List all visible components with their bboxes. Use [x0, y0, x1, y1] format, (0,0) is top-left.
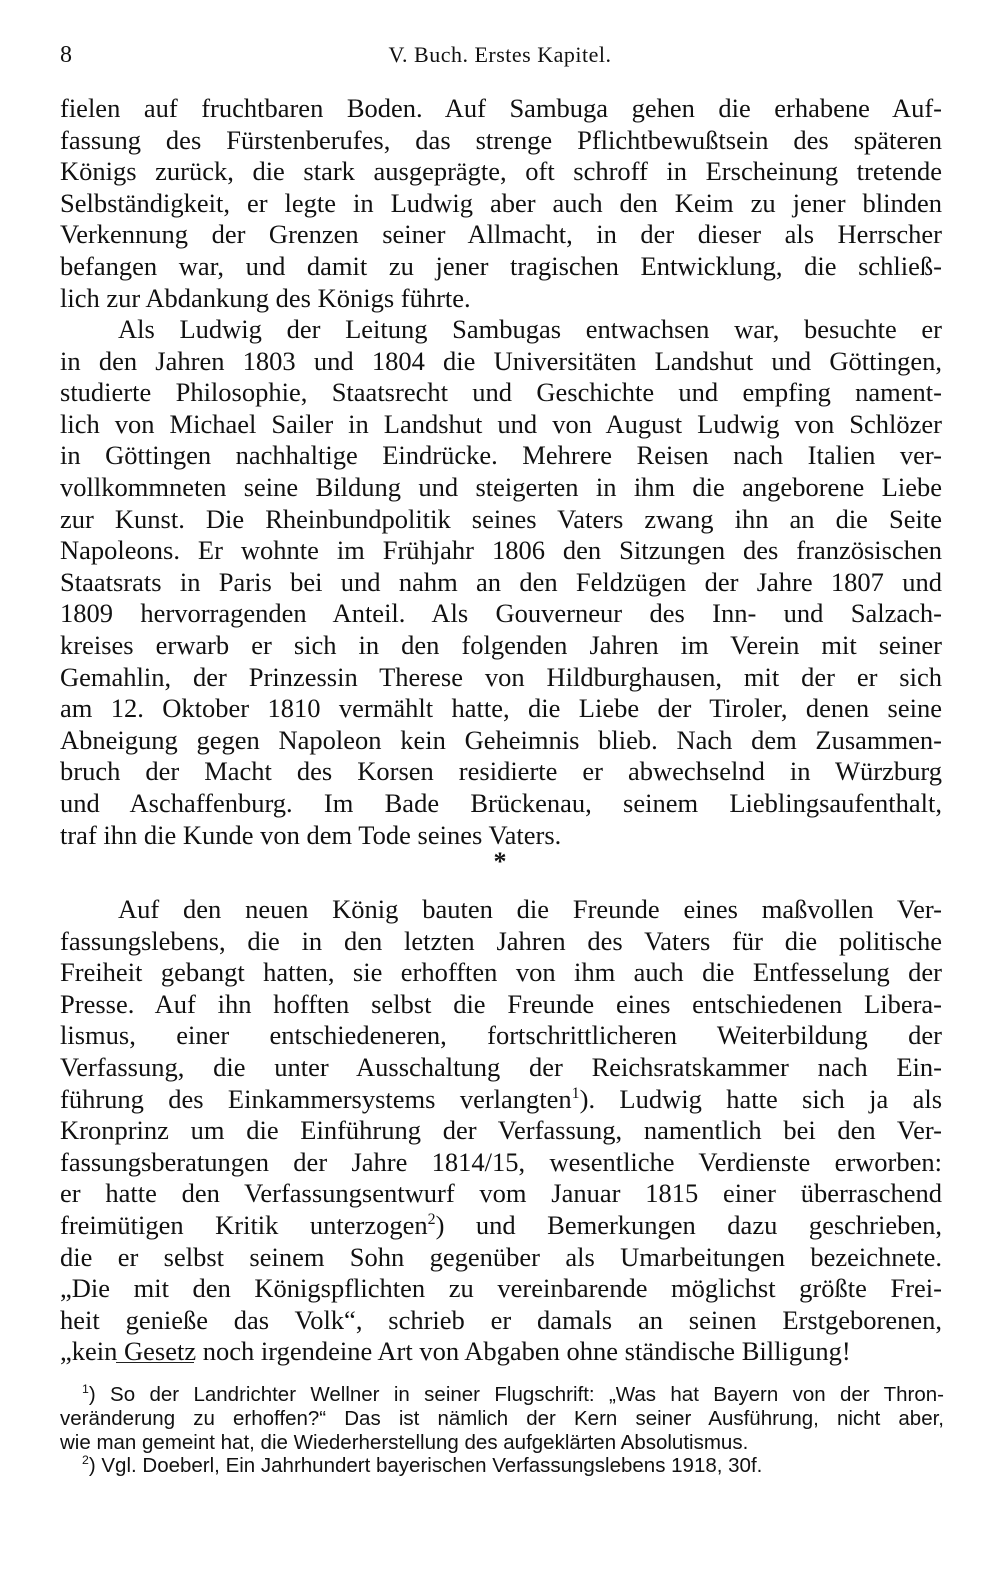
text-line: studierte Philosophie, Staatsrecht und Geschichte und empfing nament- [60, 377, 942, 408]
text-line: und Aschaffenburg. Im Bade Brückenau, seinem Lieblingsaufenthalt, [60, 787, 942, 818]
text-line: er hatte den Verfassungsentwurf vom Januar 1815 einer überraschend [60, 1178, 942, 1209]
paragraph-2 [60, 314, 942, 851]
footnote-line: veränderung zu erhoffen?“ Das ist nämlich der Kern seiner Ausführung, nicht aber, [60, 1406, 944, 1430]
text-line: lich von Michael Sailer in Landshut und von August Ludwig von Schlözer [60, 408, 942, 439]
section-ornament: * [493, 847, 507, 876]
text-line: Verfassung, die unter Ausschaltung der Reichsratskammer nach Ein- [60, 1051, 942, 1082]
text-line: Verkennung der Grenzen seiner Allmacht, in der dieser als Herrscher [60, 219, 942, 250]
text-line: Königs zurück, die stark ausgeprägte, oft schroff in Erscheinung tretende [60, 156, 942, 187]
text-line: Kronprinz um die Einführung der Verfassung, namentlich bei den Ver- [60, 1115, 942, 1146]
footnote-mark-2: 2 [82, 1453, 89, 1468]
text-line: lich zur Abdankung des Königs führte. [60, 282, 471, 313]
footnote-2 [60, 1454, 944, 1478]
footnote-line: wie man gemeint hat, die Wiederherstellung des aufgeklärten Absolutismus. [60, 1430, 749, 1454]
text-line: in Göttingen nachhaltige Eindrücke. Mehrere Reisen nach Italien ver- [60, 440, 942, 471]
page-number: 8 [60, 42, 72, 68]
text-segment: führung des Einkammersystems verlangten [60, 1083, 572, 1114]
text-line: am 12. Oktober 1810 vermählt hatte, die Liebe der Tiroler, denen seine [60, 693, 942, 724]
paragraph-1 [60, 93, 942, 314]
text-line: „kein Gesetz noch irgendeine Art von Abgaben ohne ständische Billigung! [60, 1336, 851, 1367]
running-head: V. Buch. Erstes Kapitel. [388, 42, 612, 67]
text-line: vollkommneten seine Bildung und steigerten in ihm die angeborene Liebe [60, 471, 942, 502]
text-segment: ). Ludwig hatte sich ja als [579, 1083, 943, 1114]
text-line: Als Ludwig der Leitung Sambugas entwachsen war, besuchte er [118, 314, 942, 344]
text-line: traf ihn die Kunde von dem Tode seines Vaters. [60, 819, 562, 850]
footnote-text: ) So der Landrichter Wellner in seiner Flugschrift: „Was hat Bayern von der Thron- [88, 1383, 944, 1406]
text-line: Auf den neuen König bauten die Freunde eines maßvollen Ver- [118, 894, 942, 924]
text-line: Gemahlin, der Prinzessin Therese von Hildburghausen, mit der er sich [60, 661, 942, 692]
footnote-text: ) Vgl. Doeberl, Ein Jahrhundert bayerischen Verfassungslebens 1918, 30f. [88, 1454, 763, 1478]
text-line: lismus, einer entschiedeneren, fortschrittlicheren Weiterbildung der [60, 1020, 942, 1051]
text-line: Selbständigkeit, er legte in Ludwig aber auch den Keim zu jener blinden [60, 187, 942, 218]
text-line: 1809 hervorragenden Anteil. Als Gouverneur des Inn- und Salzach- [60, 598, 942, 629]
text-segment: freimütigen Kritik unterzogen [60, 1209, 428, 1240]
text-line: in den Jahren 1803 und 1804 die Universitäten Landshut und Göttingen, [60, 345, 942, 376]
text-line: fassung des Fürstenberufes, das strenge Pflichtbewußtsein des späteren [60, 124, 942, 155]
text-line: Staatsrats in Paris bei und nahm an den Feldzügen der Jahre 1807 und [60, 566, 942, 597]
text-line: Napoleons. Er wohnte im Frühjahr 1806 den Sitzungen des französischen [60, 535, 942, 566]
text-line: fassungsberatungen der Jahre 1814/15, wesentliche Verdienste erworben: [60, 1146, 942, 1177]
text-line: die er selbst seinem Sohn gegenüber als Umarbeitungen bezeichnete. [60, 1241, 942, 1272]
text-line: Presse. Auf ihn hofften selbst die Freunde eines entschiedenen Libera- [60, 988, 942, 1019]
footnote-ref-1[interactable]: 1 [571, 1084, 580, 1102]
text-line: Freiheit gebangt hatten, sie erhofften von ihm auch die Entfesselung der [60, 957, 942, 988]
text-line: fielen auf fruchtbaren Boden. Auf Sambuga gehen die erhabene Auf- [60, 93, 942, 123]
text-line: kreises erwarb er sich in den folgenden Jahren im Verein mit seiner [60, 629, 942, 660]
text-segment: ) und Bemerkungen dazu geschrieben, [435, 1209, 942, 1240]
text-line: heit genieße das Volk“, schrieb er damals an seinen Erstgeborenen, [60, 1304, 942, 1335]
text-line: zur Kunst. Die Rheinbundpolitik seines Vaters zwang ihn an die Seite [60, 503, 942, 534]
footnote-mark-1: 1 [82, 1382, 89, 1397]
text-line: „Die mit den Königspflichten zu vereinbarende möglichst größte Frei- [60, 1273, 942, 1304]
text-line: bruch der Macht des Korsen residierte er abwechselnd in Würzburg [60, 756, 942, 787]
text-line: Abneigung gegen Napoleon kein Geheimnis blieb. Nach dem Zusammen- [60, 724, 942, 755]
footnotes [60, 1383, 944, 1478]
footnote-ref-2[interactable]: 2 [427, 1211, 436, 1229]
text-line: befangen war, und damit zu jener tragischen Entwicklung, die schließ- [60, 250, 942, 281]
text-line [60, 1084, 942, 1116]
text-line [60, 1210, 942, 1242]
paragraph-3 [60, 894, 942, 1368]
footnote-separator [116, 1362, 194, 1363]
text-line: fassungslebens, die in den letzten Jahren des Vaters für die politische [60, 925, 942, 956]
page-header [60, 42, 940, 76]
footnote-1 [60, 1383, 944, 1407]
